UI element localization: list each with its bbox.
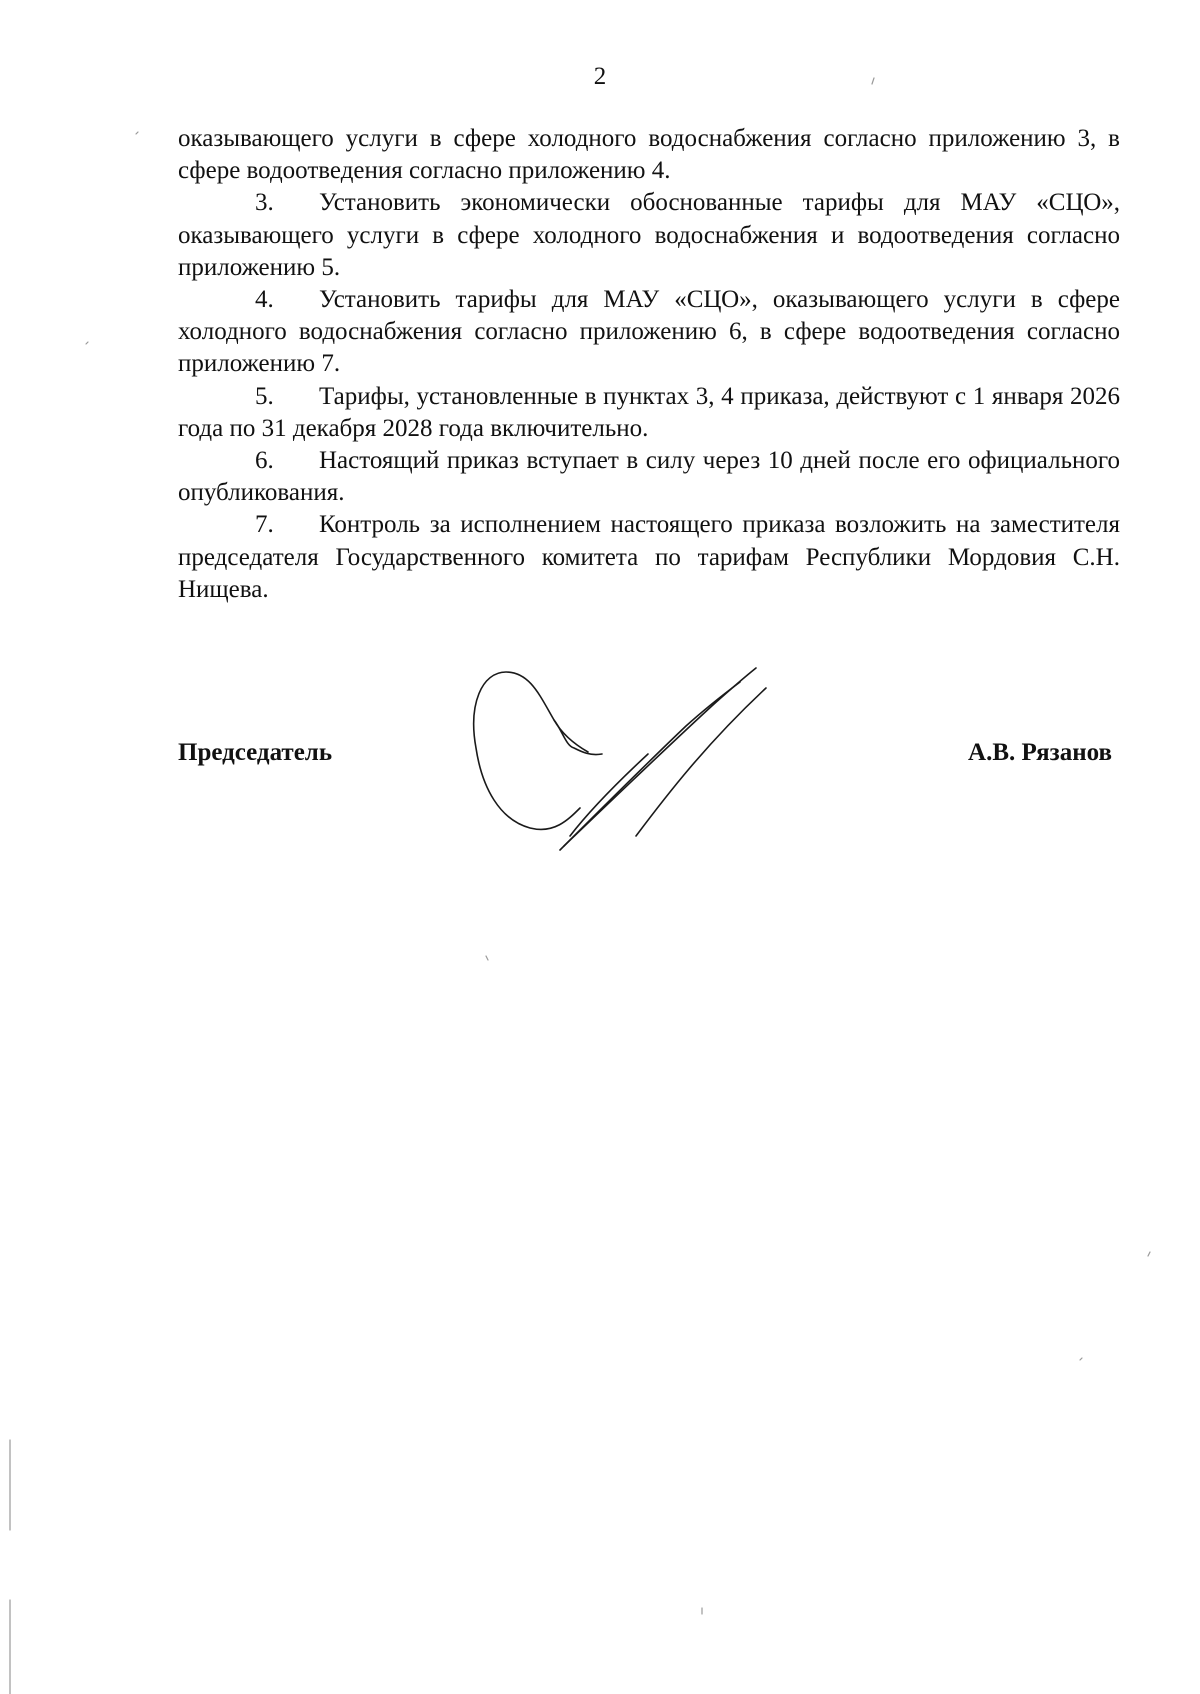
signatory-name: А.В. Рязанов — [968, 739, 1112, 766]
paragraph-item-6 — [178, 445, 1120, 509]
paragraph-text: Установить тарифы для МАУ «СЦО», оказывающего услуги в сфере холодного водоснабжения согласно приложению 6, в сфере водоотведения согласно приложению 7. — [178, 286, 1120, 378]
page-number: 2 — [593, 63, 607, 90]
paragraph-continuation — [178, 123, 1120, 187]
item-number: 6. — [255, 447, 274, 475]
item-number: 7. — [255, 511, 274, 539]
handwritten-signature — [470, 660, 810, 860]
paragraph-item-7 — [178, 509, 1120, 606]
paragraph-item-5 — [178, 381, 1120, 445]
paragraph-text: Контроль за исполнением настоящего приказа возложить на заместителя председателя Государственного комитета по тарифам Республики Мордовия С.Н. Нищева. — [178, 511, 1120, 603]
paragraph-text: Установить экономически обоснованные тарифы для МАУ «СЦО», оказывающего услуги в сфере холодного водоснабжения и водоотведения согласно приложению 5. — [178, 189, 1120, 281]
paragraph-item-3 — [178, 187, 1120, 284]
item-number: 4. — [255, 286, 274, 314]
paragraph-text: Тарифы, установленные в пунктах 3, 4 приказа, действуют с 1 января 2026 года по 31 декабря 2028 года включительно. — [178, 382, 1120, 442]
signatory-title: Председатель — [178, 739, 333, 766]
paragraph-item-4 — [178, 284, 1120, 381]
item-number: 3. — [255, 189, 274, 217]
document-body — [178, 123, 1120, 606]
paragraph-text: оказывающего услуги в сфере холодного водоснабжения согласно приложению 3, в сфере водоотведения согласно приложению 4. — [178, 125, 1120, 185]
item-number: 5. — [255, 382, 274, 410]
paragraph-text: Настоящий приказ вступает в силу через 10 дней после его официального опубликования. — [178, 447, 1120, 507]
